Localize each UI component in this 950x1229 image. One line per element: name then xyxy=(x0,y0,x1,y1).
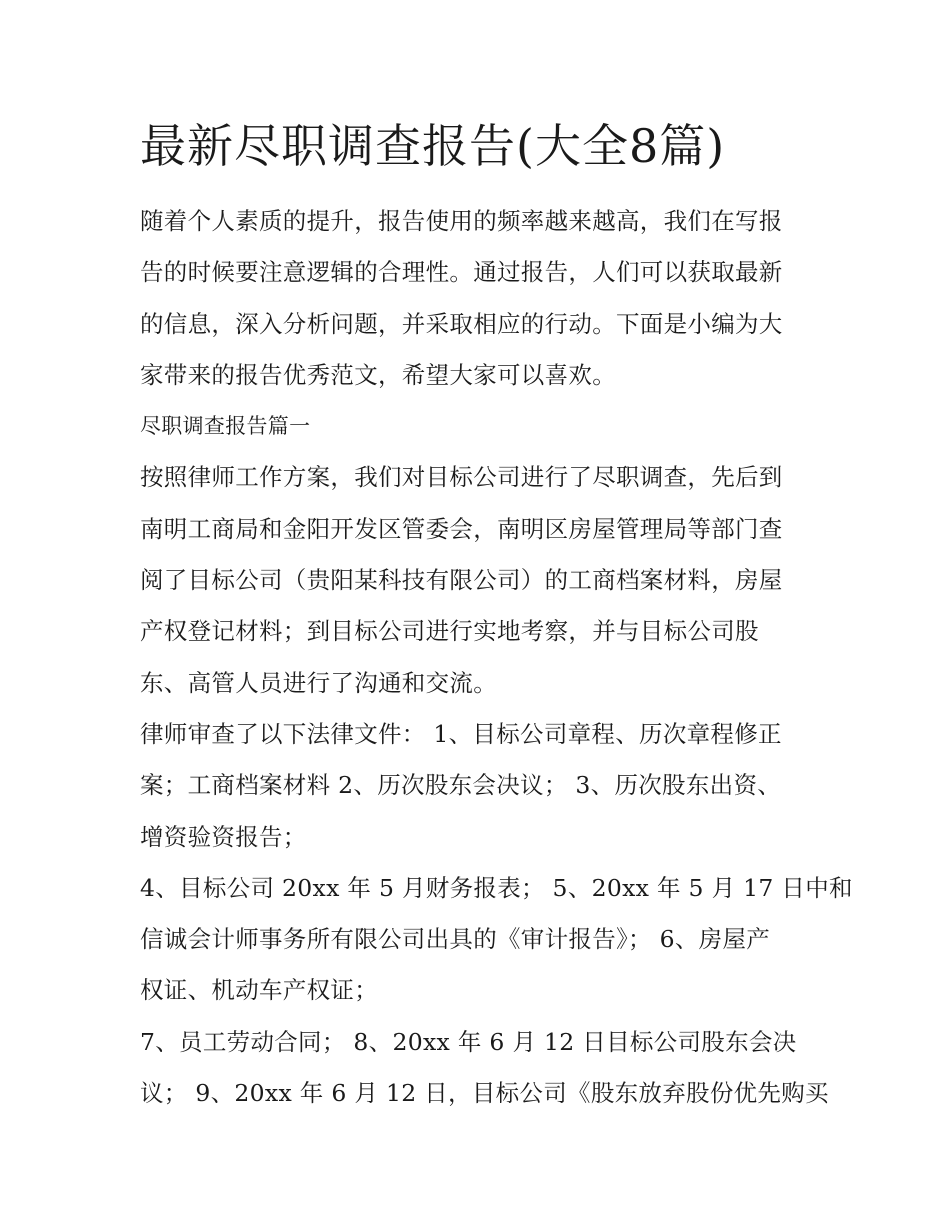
paragraph-line: 律师审查了以下法律文件： 1、目标公司章程、历次章程修正 xyxy=(140,719,782,748)
document-body xyxy=(140,196,853,1119)
section-heading: 尽职调查报告篇一 xyxy=(140,414,311,439)
paragraph-line: 南明工商局和金阳开发区管委会，南明区房屋管理局等部门查 xyxy=(140,514,783,543)
paragraph-line: 的信息，深入分析问题，并采取相应的行动。下面是小编为大 xyxy=(140,309,783,338)
paragraph-line: 阅了目标公司（贵阳某科技有限公司）的工商档案材料，房屋 xyxy=(140,566,783,595)
paragraph-line: 东、高管人员进行了沟通和交流。 xyxy=(140,668,497,697)
document-title: 最新尽职调查报告(大全8篇) xyxy=(140,119,726,173)
paragraph-line: 信诚会计师事务所有限公司出具的《审计报告》； 6、房屋产 xyxy=(140,925,771,954)
paragraph-line: 案；工商档案材料 2、历次股东会决议； 3、历次股东出资、 xyxy=(140,771,782,800)
paragraph-line: 随着个人素质的提升，报告使用的频率越来越高，我们在写报 xyxy=(140,207,783,235)
paragraph-line: 议； 9、20xx 年 6 月 12 日，目标公司《股东放弃股份优先购买 xyxy=(140,1079,829,1108)
paragraph-line: 7、员工劳动合同； 8、20xx 年 6 月 12 日目标公司股东会决 xyxy=(140,1027,797,1056)
paragraph-line: 权证、机动车产权证； xyxy=(140,976,378,1005)
paragraph-line: 按照律师工作方案，我们对目标公司进行了尽职调查，先后到 xyxy=(140,463,783,492)
paragraph-line: 家带来的报告优秀范文，希望大家可以喜欢。 xyxy=(140,360,616,389)
paragraph-line: 增资验资报告； xyxy=(140,822,307,851)
paragraph-line: 产权登记材料；到目标公司进行实地考察，并与目标公司股 xyxy=(140,617,759,646)
paragraph-line: 4、目标公司 20xx 年 5 月财务报表； 5、20xx 年 5 月 17 日中和 xyxy=(140,873,853,902)
paragraph-line: 告的时候要注意逻辑的合理性。通过报告，人们可以获取最新 xyxy=(140,258,783,287)
